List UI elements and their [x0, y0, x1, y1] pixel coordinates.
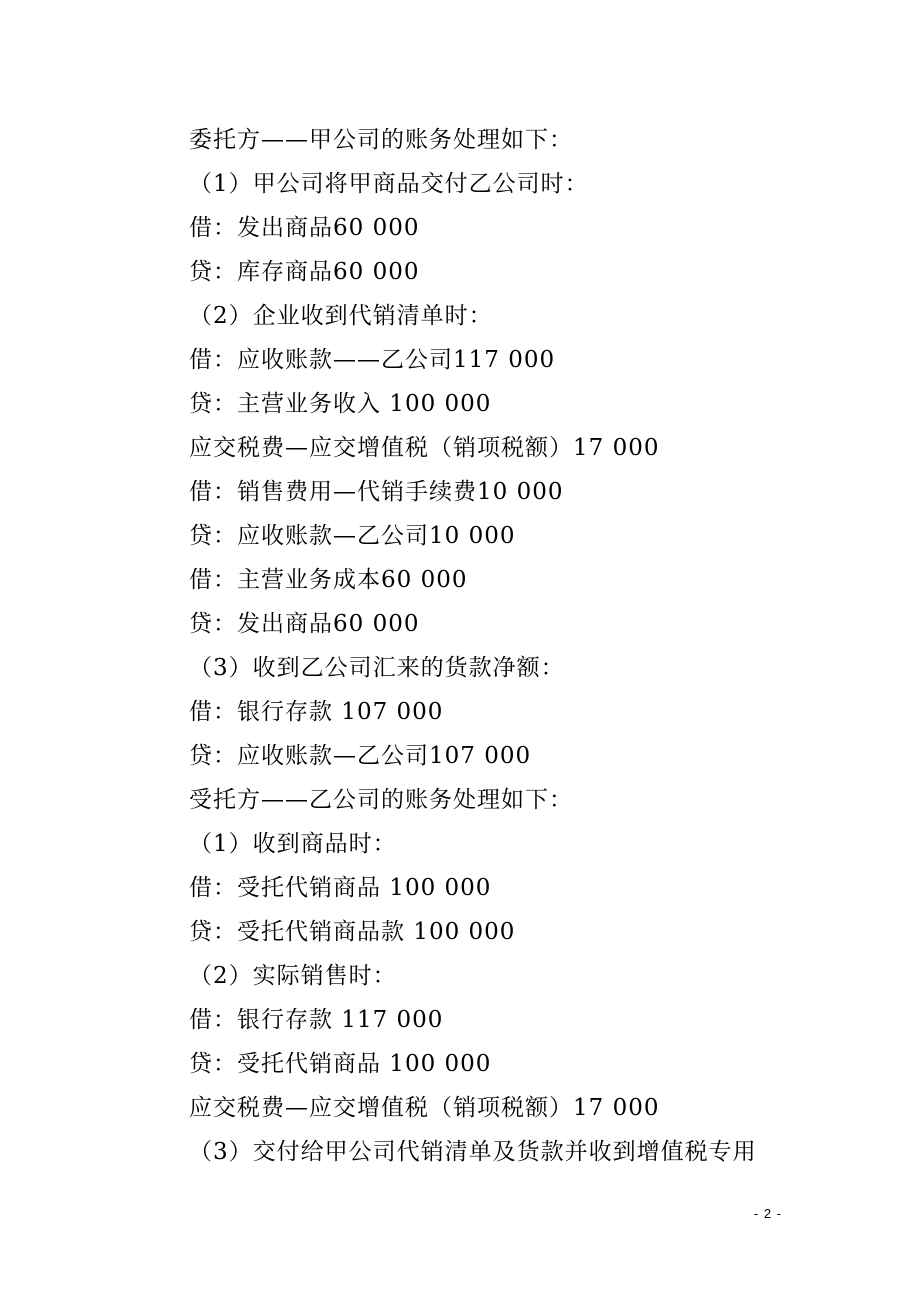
text-line: （2）实际销售时： [189, 963, 397, 989]
text-line: 贷：受托代销商品 100 000 [189, 1051, 492, 1077]
page-number: - 2 - [753, 1206, 782, 1221]
text-line: 贷：应收账款—乙公司107 000 [189, 743, 532, 769]
text-line: 贷：受托代销商品款 100 000 [189, 919, 516, 945]
text-line: 贷：库存商品60 000 [189, 259, 420, 285]
text-line: 借：银行存款 107 000 [189, 699, 444, 725]
text-line: 贷：主营业务收入 100 000 [189, 391, 492, 417]
text-line: 借：银行存款 117 000 [189, 1007, 444, 1033]
text-line: （1）甲公司将甲商品交付乙公司时： [189, 171, 589, 197]
text-line: 应交税费—应交增值税（销项税额）17 000 [189, 435, 660, 461]
text-line: （3）收到乙公司汇来的货款净额： [189, 655, 565, 681]
text-line: 借：应收账款——乙公司117 000 [189, 347, 556, 373]
text-line: 贷：发出商品60 000 [189, 611, 420, 637]
text-line: 委托方——甲公司的账务处理如下： [189, 127, 573, 153]
text-line: 借：发出商品60 000 [189, 215, 420, 241]
text-line: （3）交付给甲公司代销清单及货款并收到增值税专用 [189, 1139, 757, 1165]
text-line: 贷：应收账款—乙公司10 000 [189, 523, 516, 549]
text-line: 应交税费—应交增值税（销项税额）17 000 [189, 1095, 660, 1121]
accounting-entries [189, 118, 829, 1174]
text-line: （1）收到商品时： [189, 831, 397, 857]
text-line: 借：主营业务成本60 000 [189, 567, 468, 593]
text-line: 受托方——乙公司的账务处理如下： [189, 787, 573, 813]
text-line: 借：受托代销商品 100 000 [189, 875, 492, 901]
text-line: （2）企业收到代销清单时： [189, 303, 493, 329]
text-line: 借：销售费用—代销手续费10 000 [189, 479, 564, 505]
